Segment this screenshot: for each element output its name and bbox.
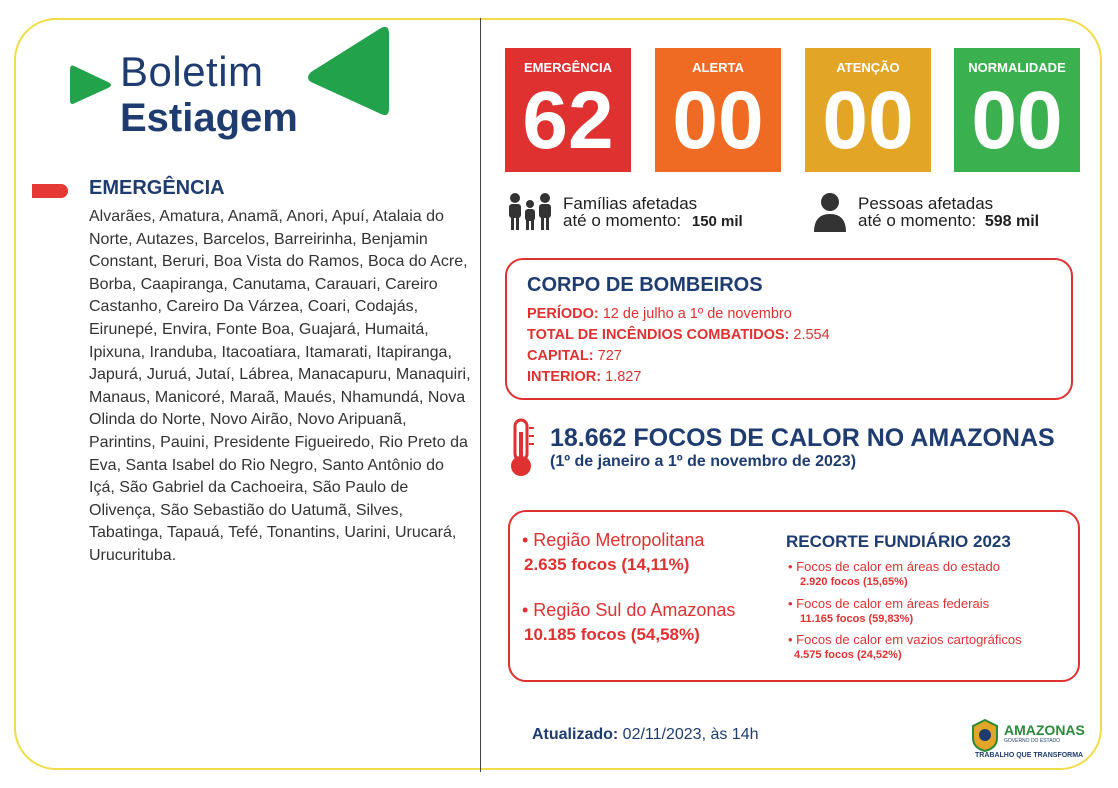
recorte-title: RECORTE FUNDIÁRIO 2023 [786,532,1011,551]
recorte-item: • Focos de calor em áreas do estado [788,559,1000,574]
periodo-label: PERÍODO: [527,306,599,322]
recorte-value: 4.575 focos (24,52%) [794,649,902,661]
families-label: Famílias afetadas [563,194,698,213]
region-metropolitana-value: 2.635 focos (14,11%) [524,555,690,574]
emergency-title: EMERGÊNCIA [89,177,225,199]
capital-label: CAPITAL: [527,348,594,364]
recorte-item: • Focos de calor em vazios cartográficos [788,632,1022,647]
region-metropolitana: • Região Metropolitana [522,530,705,550]
status-value: 62 [522,75,614,166]
recorte-value: 11.165 focos (59,83%) [800,613,914,625]
play-triangle-large-icon [305,26,389,118]
emergency-municipalities: Alvarães, Amatura, Anamã, Anori, Apuí, Atalaia do Norte, Autazes, Barcelos, Barreirinha, Benjamin Constant, Beruri, Boa Vista do Ramos, Boca do Acre, Borba, Caapiranga, Canutama, Carauari, Careiro Castanho, Careiro Da Várzea, Coari, Codajás, Eirunepé, Envira, Fonte Boa, Guajará, Humaitá, Ipixuna, Iranduba, Itacoatiara, Itamarati, Itapiranga, Japurá, Juruá, Jutaí, Lábrea, Manacapuru, Manaquiri, Manaus, Manicoré, Maraã, Maués, Nhamundá, Nova Olinda do Norte, Novo Airão, Novo Aripuanã, Parintins, Pauini, Presidente Figueiredo, Rio Preto da Eva, Santa Isabel do Rio Negro, Santo Antônio do Içá, São Gabriel da Cachoeira, São Paulo de Olivença, São Sebastião do Uatumã, Silves, Tabatinga, Tapauá, Tefé, Tonantins, Uarini, Urucará, Urucurituba. [89,208,471,564]
families-affected [563,195,743,230]
updated-info [532,726,759,744]
status-label: ATENÇÃO [836,60,900,75]
recorte-value: 2.920 focos (15,65%) [800,576,908,588]
gov-logo-sub: GOVERNO DO ESTADO [1004,738,1061,744]
people-label-2: até o momento: [858,211,977,230]
thermometer-icon [506,418,536,478]
family-icon [507,192,553,232]
updated-label: Atualizado: [532,726,619,743]
updated-value: 02/11/2023, às 14h [622,726,759,743]
focos-subtitle: (1º de janeiro a 1º de novembro de 2023) [550,453,857,470]
total-label: TOTAL DE INCÊNDIOS COMBATIDOS: [527,327,790,343]
families-label-2: até o momento: [563,211,682,230]
status-value: 00 [672,75,764,166]
region-sul: • Região Sul do Amazonas [522,600,736,620]
periodo-value: 12 de julho a 1º de novembro [602,306,792,322]
status-normalidade [954,48,1080,172]
status-value: 00 [971,75,1063,166]
bombeiros-box [505,258,1073,400]
title-estiagem: Estiagem [120,96,298,140]
status-label: ALERTA [692,60,744,75]
status-label: EMERGÊNCIA [523,60,613,75]
status-value: 00 [822,75,914,166]
gov-logo-name: AMAZONAS [1004,722,1085,738]
recorte-item: • Focos de calor em áreas federais [788,596,990,611]
bombeiros-title: CORPO DE BOMBEIROS [527,274,763,296]
bombeiros-total [527,327,830,343]
families-value: 150 mil [691,213,743,230]
gov-logo-tagline: TRABALHO QUE TRANSFORMA [975,752,1084,759]
title-boletim: Boletim [120,48,264,95]
total-value: 2.554 [793,327,830,343]
state-crest-icon [970,718,1000,752]
status-emergencia [505,48,631,172]
region-sul-value: 10.185 focos (54,58%) [524,625,700,644]
regions-box [508,510,1080,682]
people-value: 598 mil [984,213,1040,230]
column-divider [480,18,481,772]
people-affected [858,195,1039,230]
person-icon [812,192,848,232]
bombeiros-periodo [527,306,792,322]
emergency-marker [32,184,68,198]
play-triangle-small-icon [70,62,114,108]
interior-label: INTERIOR: [527,369,602,385]
status-label: NORMALIDADE [968,60,1066,75]
people-label: Pessoas afetadas [858,194,994,213]
bombeiros-capital [527,348,622,364]
status-alerta [655,48,781,172]
capital-value: 727 [597,348,622,364]
focos-title: 18.662 FOCOS DE CALOR NO AMAZONAS [550,424,1055,452]
interior-value: 1.827 [605,369,642,385]
bombeiros-interior [527,369,641,385]
status-atencao [805,48,931,172]
